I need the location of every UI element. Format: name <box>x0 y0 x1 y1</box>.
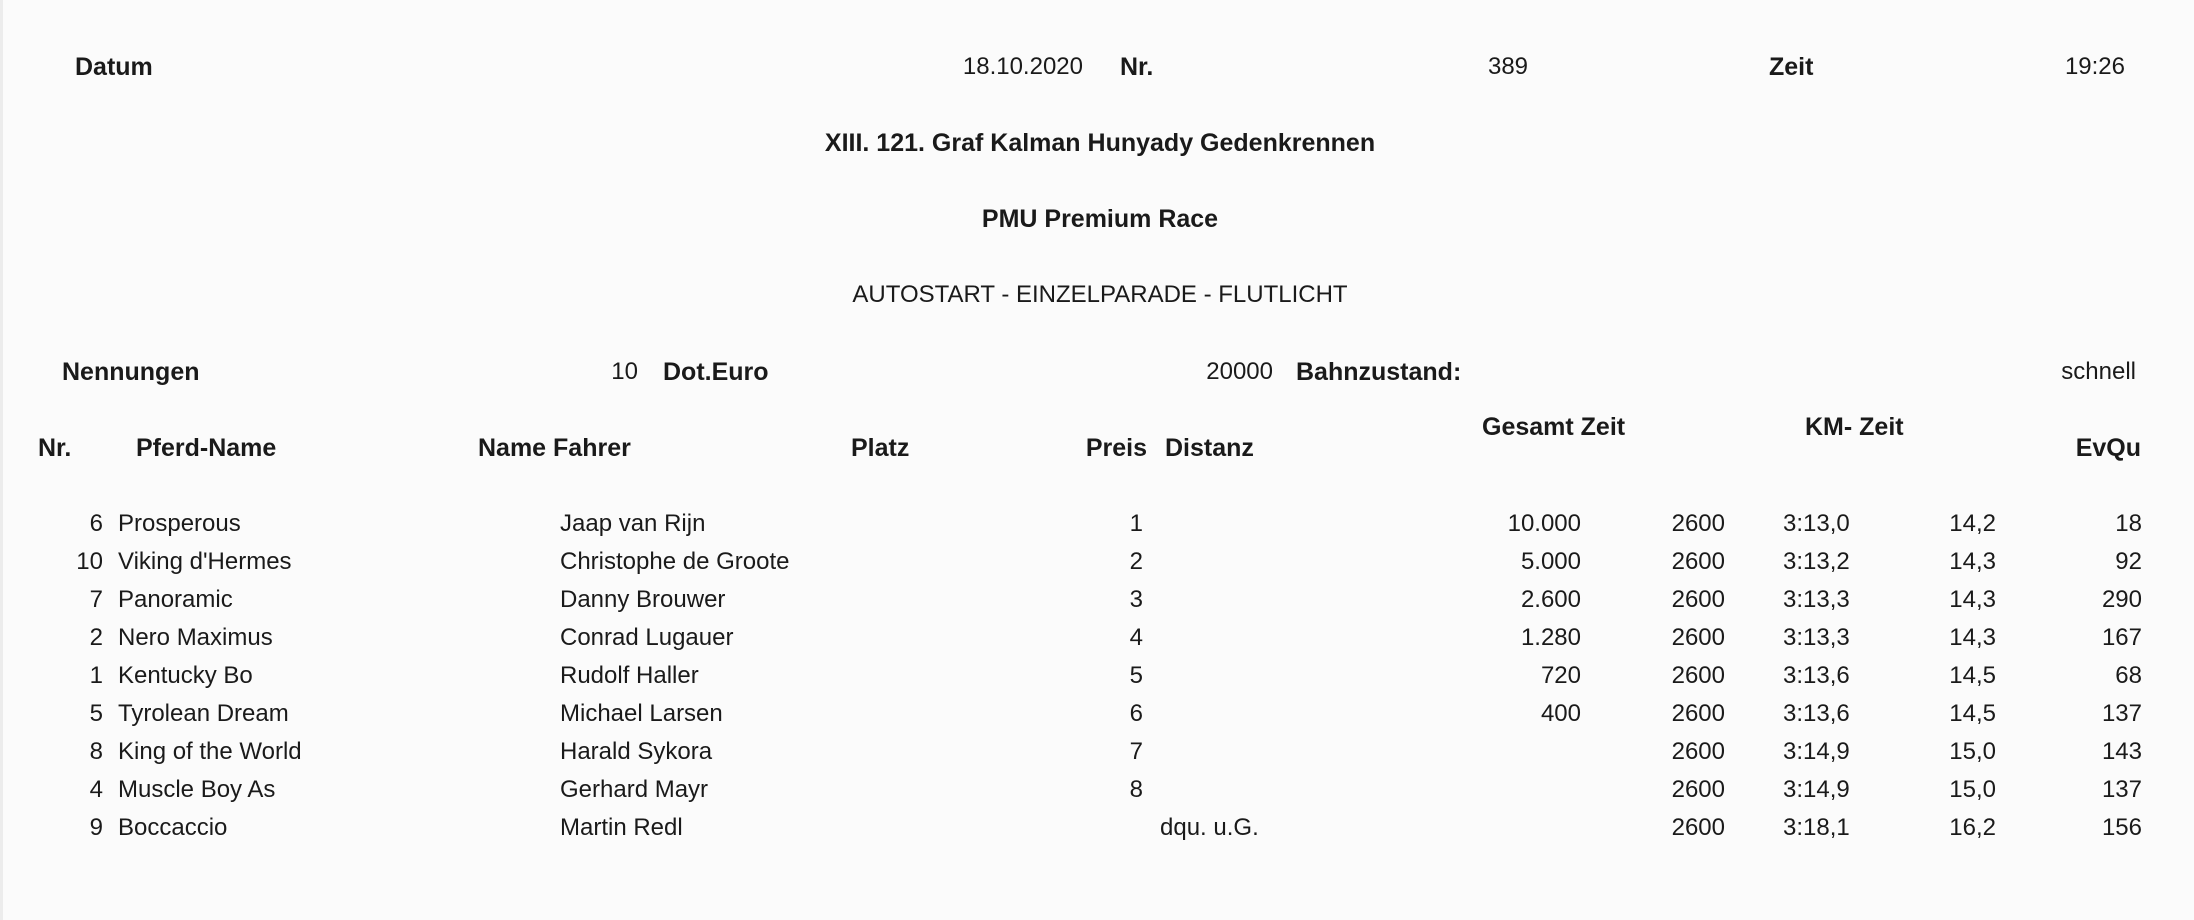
cell-gesamt-zeit: 3:13,2 <box>1783 548 1850 575</box>
cell-platz: 4 <box>1129 624 1143 651</box>
cell-pferd-name: Viking d'Hermes <box>118 548 292 575</box>
cell-distanz: 2600 <box>1671 548 1725 575</box>
cell-evqu: 137 <box>2101 776 2142 803</box>
cell-km-zeit: 14,5 <box>1949 700 1996 727</box>
dotation-label: Dot.Euro <box>663 358 769 386</box>
cell-gesamt-zeit: 3:13,6 <box>1783 662 1850 689</box>
cell-gesamt-zeit: 3:13,0 <box>1783 510 1850 537</box>
cell-platz: 7 <box>1129 738 1143 765</box>
cell-evqu: 18 <box>2115 510 2142 537</box>
zeit-value: 19:26 <box>2064 53 2125 80</box>
cell-gesamt-zeit: 3:14,9 <box>1783 776 1850 803</box>
cell-fahrer: Jaap van Rijn <box>560 510 706 537</box>
nennungen-label: Nennungen <box>62 358 200 386</box>
datum-label: Datum <box>75 53 153 81</box>
cell-distanz: 2600 <box>1671 586 1725 613</box>
cell-fahrer: Christophe de Groote <box>560 548 790 575</box>
cell-km-zeit: 14,3 <box>1949 624 1996 651</box>
cell-platz: 6 <box>1129 700 1143 727</box>
table-row <box>3 695 2194 733</box>
cell-evqu: 290 <box>2101 586 2142 613</box>
cell-pferd-name: Nero Maximus <box>118 624 273 651</box>
header-platz: Platz <box>851 434 910 462</box>
cell-km-zeit: 14,5 <box>1949 662 1996 689</box>
cell-platz: 3 <box>1129 586 1143 613</box>
cell-evqu: 156 <box>2101 814 2142 841</box>
cell-fahrer: Gerhard Mayr <box>560 776 709 803</box>
table-row <box>3 505 2194 543</box>
cell-nr: 5 <box>89 700 103 727</box>
cell-km-zeit: 15,0 <box>1949 776 1996 803</box>
table-row <box>3 771 2194 809</box>
cell-gesamt-zeit: 3:13,6 <box>1783 700 1850 727</box>
cell-nr: 4 <box>89 776 103 803</box>
cell-km-zeit: 14,3 <box>1949 586 1996 613</box>
cell-distanz: 2600 <box>1671 776 1725 803</box>
cell-evqu: 68 <box>2115 662 2142 689</box>
datum-value: 18.10.2020 <box>962 53 1083 80</box>
table-row <box>3 619 2194 657</box>
cell-evqu: 92 <box>2115 548 2142 575</box>
cell-km-zeit: 14,3 <box>1949 548 1996 575</box>
cell-distanz: 2600 <box>1671 738 1725 765</box>
header-pferd-name: Pferd-Name <box>136 434 277 462</box>
cell-distanz: 2600 <box>1671 662 1725 689</box>
header-nr: Nr. <box>38 434 72 462</box>
cell-km-zeit: 16,2 <box>1949 814 1996 841</box>
cell-km-zeit: 14,2 <box>1949 510 1996 537</box>
header-km-zeit: KM- Zeit <box>1805 413 1904 441</box>
header-gesamt-zeit: Gesamt Zeit <box>1482 413 1626 441</box>
cell-evqu: 143 <box>2101 738 2142 765</box>
cell-pferd-name: Kentucky Bo <box>118 662 253 689</box>
cell-km-zeit: 15,0 <box>1949 738 1996 765</box>
cell-preis: 400 <box>1540 700 1581 727</box>
track-condition-label: Bahnzustand: <box>1296 358 1462 386</box>
cell-evqu: 137 <box>2101 700 2142 727</box>
cell-distanz: 2600 <box>1671 624 1725 651</box>
cell-platz: 8 <box>1129 776 1143 803</box>
cell-gesamt-zeit: 3:18,1 <box>1783 814 1850 841</box>
cell-distanz: 2600 <box>1671 700 1725 727</box>
cell-distanz: 2600 <box>1671 510 1725 537</box>
cell-nr: 7 <box>89 586 103 613</box>
header-distanz: Distanz <box>1165 434 1254 462</box>
header-preis: Preis <box>1085 434 1147 462</box>
cell-fahrer: Rudolf Haller <box>560 662 699 689</box>
race-title: XIII. 121. Graf Kalman Hunyady Gedenkrennen <box>824 129 1376 157</box>
cell-pferd-name: Boccaccio <box>118 814 228 841</box>
cell-note: dqu. u.G. <box>1160 814 1259 841</box>
cell-nr: 9 <box>89 814 103 841</box>
cell-preis: 720 <box>1540 662 1581 689</box>
cell-preis: 10.000 <box>1507 510 1581 537</box>
cell-pferd-name: Prosperous <box>118 510 241 537</box>
cell-fahrer: Danny Brouwer <box>560 586 726 613</box>
header-name-fahrer: Name Fahrer <box>478 434 631 462</box>
cell-evqu: 167 <box>2101 624 2142 651</box>
cell-nr: 1 <box>89 662 103 689</box>
cell-nr: 8 <box>89 738 103 765</box>
cell-preis: 1.280 <box>1520 624 1581 651</box>
cell-distanz: 2600 <box>1671 814 1725 841</box>
cell-fahrer: Michael Larsen <box>560 700 723 727</box>
table-row <box>3 733 2194 771</box>
cell-pferd-name: King of the World <box>118 738 302 765</box>
cell-pferd-name: Panoramic <box>118 586 233 613</box>
table-row <box>3 543 2194 581</box>
zeit-label: Zeit <box>1769 53 1814 81</box>
cell-gesamt-zeit: 3:14,9 <box>1783 738 1850 765</box>
cell-fahrer: Harald Sykora <box>560 738 713 765</box>
race-conditions: AUTOSTART - EINZELPARADE - FLUTLICHT <box>852 281 1348 308</box>
header-evqu: EvQu <box>2075 434 2141 462</box>
cell-fahrer: Martin Redl <box>560 814 683 841</box>
cell-pferd-name: Tyrolean Dream <box>118 700 289 727</box>
cell-platz: 2 <box>1129 548 1143 575</box>
cell-platz: 1 <box>1129 510 1143 537</box>
race-number-label: Nr. <box>1120 53 1154 81</box>
cell-fahrer: Conrad Lugauer <box>560 624 734 651</box>
cell-gesamt-zeit: 3:13,3 <box>1783 586 1850 613</box>
cell-nr: 10 <box>76 548 103 575</box>
cell-gesamt-zeit: 3:13,3 <box>1783 624 1850 651</box>
dotation-value: 20000 <box>1206 358 1273 385</box>
cell-platz: 5 <box>1129 662 1143 689</box>
cell-pferd-name: Muscle Boy As <box>118 776 276 803</box>
cell-preis: 2.600 <box>1520 586 1581 613</box>
race-number-value: 389 <box>1487 53 1529 80</box>
race-subtitle: PMU Premium Race <box>981 205 1219 233</box>
cell-preis: 5.000 <box>1520 548 1581 575</box>
table-row <box>3 809 2194 847</box>
cell-nr: 6 <box>89 510 103 537</box>
cell-nr: 2 <box>89 624 103 651</box>
nennungen-value: 10 <box>611 358 638 385</box>
table-row <box>3 581 2194 619</box>
table-row <box>3 657 2194 695</box>
track-condition-value: schnell <box>2061 358 2136 385</box>
